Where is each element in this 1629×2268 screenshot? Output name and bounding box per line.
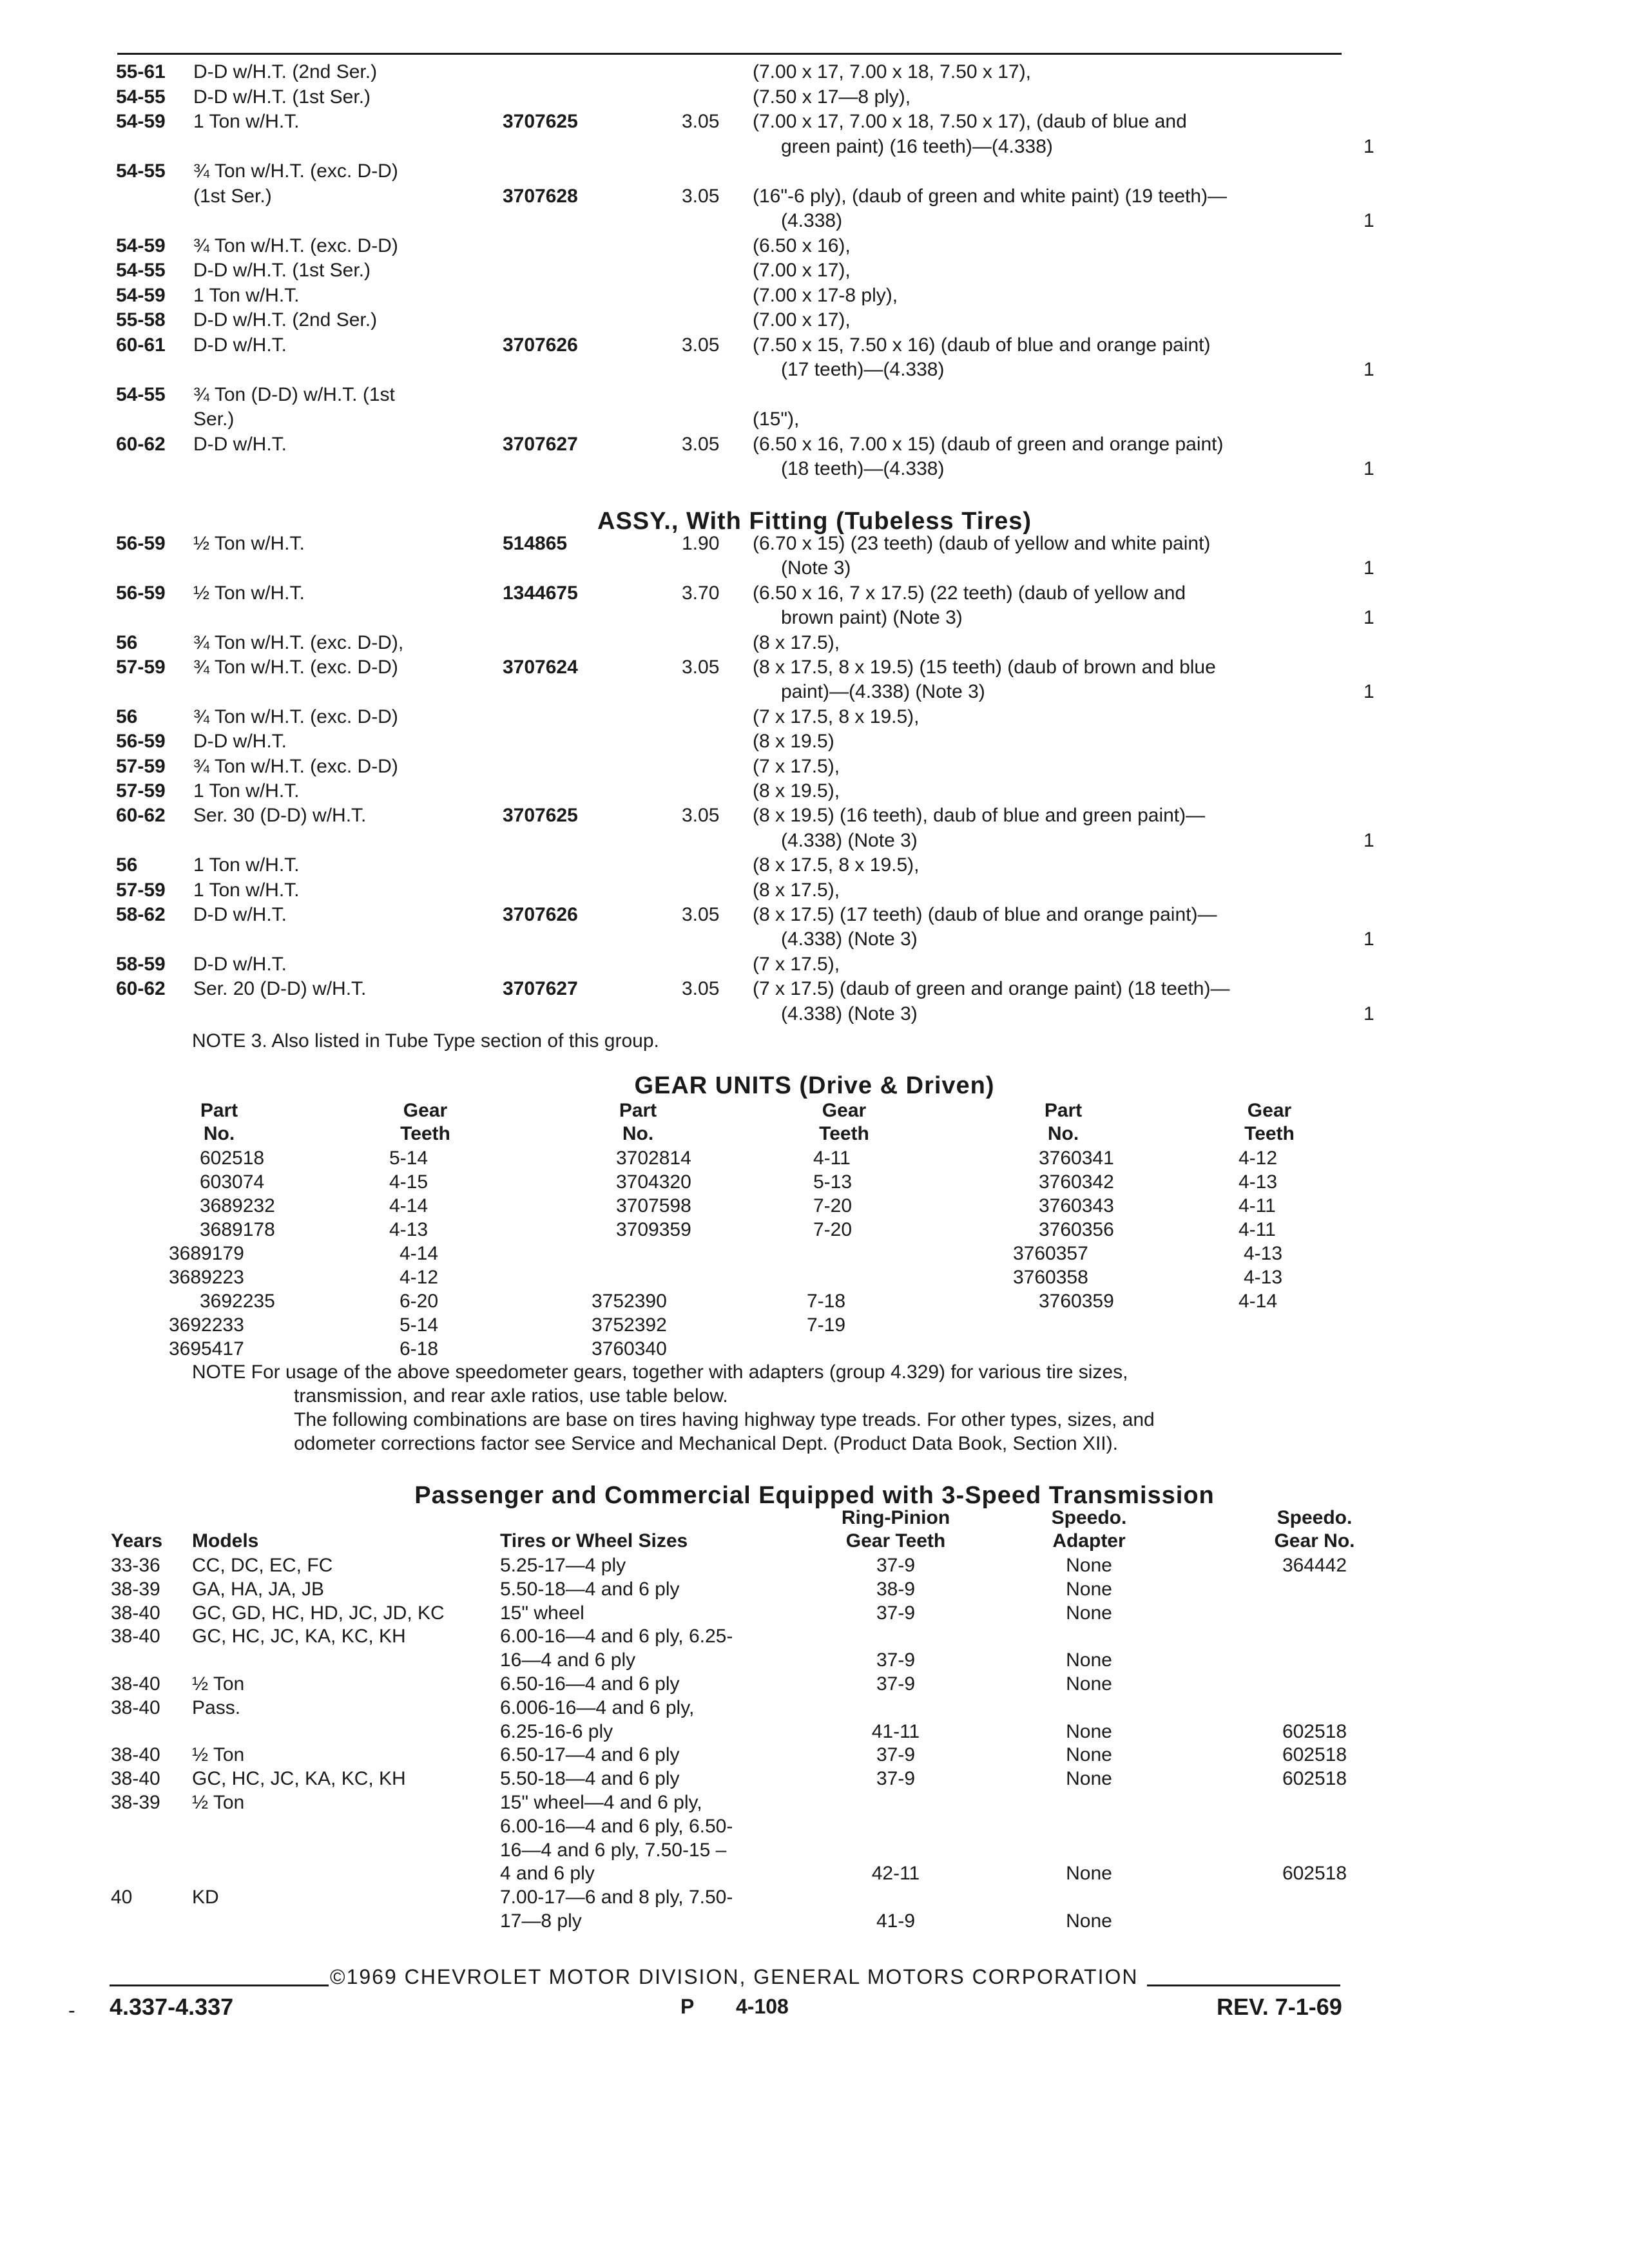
gear-teeth: 4-12 (1239, 1148, 1278, 1169)
entry-spec: (15"), (753, 408, 800, 430)
entry-description: D-D w/H.T. (1st Ser.) (193, 260, 371, 281)
entry-description: D-D w/H.T. (193, 953, 287, 975)
entry-years: 57-59 (116, 755, 166, 777)
row-years: 38-40 (111, 1626, 160, 1648)
entry-years: 57-59 (116, 657, 166, 678)
entry-group-number: 3.05 (682, 978, 720, 1000)
gear-teeth: 4-13 (1244, 1243, 1283, 1264)
entry-spec: (7.00 x 17, 7.00 x 18, 7.50 x 17), (daub of blue and (753, 111, 1187, 132)
tubeless-heading: ASSY., With Fitting (Tubeless Tires) (597, 508, 1032, 535)
entry-spec: (7.00 x 17), (753, 260, 851, 281)
row-speedo-adapter: None (1066, 1578, 1112, 1600)
row-models: GA, HA, JA, JB (192, 1578, 325, 1600)
gear-header: Gear Teeth (400, 1100, 450, 1144)
gear-header: Part No. (200, 1100, 238, 1144)
footer-rule-left (110, 1984, 329, 1986)
row-tires: 6.006-16—4 and 6 ply, (500, 1696, 695, 1718)
gear-teeth: 6-18 (400, 1338, 439, 1360)
entry-description: D-D w/H.T. (193, 334, 287, 356)
entry-part-number: 3707625 (503, 111, 578, 132)
row-speedo-adapter: None (1066, 1649, 1112, 1671)
row-ring-pinion: 38-9 (876, 1578, 916, 1600)
entry-spec: (4.338) (Note 3) (781, 829, 918, 851)
row-tires: 6.25-16-6 ply (500, 1720, 613, 1742)
row-models: GC, HC, JC, KA, KC, KH (192, 1768, 406, 1790)
ring-pinion-header-2: Gear Teeth (845, 1530, 946, 1552)
entry-description: Ser. 20 (D-D) w/H.T. (193, 978, 367, 1000)
row-speedo-adapter: None (1066, 1720, 1112, 1742)
row-tires: 17—8 ply (500, 1910, 582, 1932)
row-ring-pinion: 37-9 (876, 1649, 916, 1671)
gear-header: Part No. (619, 1100, 657, 1144)
row-years: 38-40 (111, 1673, 160, 1695)
entry-years: 60-62 (116, 978, 166, 1000)
entry-spec: green paint) (16 teeth)—(4.338) (781, 135, 1053, 157)
entry-description: D-D w/H.T. (1st Ser.) (193, 86, 371, 108)
entry-years: 57-59 (116, 780, 166, 802)
row-years: 38-40 (111, 1696, 160, 1718)
entry-spec: (Note 3) (781, 557, 851, 579)
gear-part-number: 3707598 (616, 1195, 691, 1216)
passenger-heading: Passenger and Commercial Equipped with 3-Speed Transmission (414, 1482, 1215, 1509)
entry-description: ¾ Ton w/H.T. (exc. D-D) (193, 235, 398, 256)
entry-spec: (8 x 17.5), (753, 879, 840, 901)
models-header: Models (192, 1530, 259, 1552)
note-3: NOTE 3. Also listed in Tube Type section of this group. (192, 1030, 659, 1052)
entry-years: 54-55 (116, 86, 166, 108)
entry-spec: (4.338) (Note 3) (781, 928, 918, 950)
entry-spec: (18 teeth)—(4.338) (781, 458, 945, 479)
entry-quantity: 1 (1364, 1003, 1374, 1024)
gear-part-number: 3692233 (169, 1314, 244, 1336)
entry-years: 58-59 (116, 953, 166, 975)
row-ring-pinion: 41-11 (871, 1720, 920, 1742)
entry-group-number: 1.90 (682, 533, 720, 554)
gear-teeth: 4-12 (400, 1267, 439, 1288)
gear-header: Part No. (1044, 1100, 1083, 1144)
gear-part-number: 3760357 (1013, 1243, 1088, 1264)
row-years: 38-40 (111, 1768, 160, 1790)
row-tires: 6.50-17—4 and 6 ply (500, 1744, 680, 1766)
speedo-adapter-header: Speedo. (1051, 1507, 1127, 1528)
gear-units-heading: GEAR UNITS (Drive & Driven) (634, 1072, 995, 1099)
row-speedo-adapter: None (1066, 1910, 1112, 1932)
entry-part-number: 3707627 (503, 978, 578, 1000)
gear-note-line: NOTE For usage of the above speedometer gears, together with adapters (group 4.329) for various tire sizes, (192, 1361, 1128, 1383)
entry-group-number: 3.05 (682, 334, 720, 356)
entry-spec: (6.50 x 16, 7.00 x 15) (daub of green and orange paint) (753, 433, 1224, 455)
entry-spec: (6.50 x 16), (753, 235, 851, 256)
entry-spec: (6.70 x 15) (23 teeth) (daub of yellow and white paint) (753, 533, 1211, 554)
entry-quantity: 1 (1364, 829, 1374, 851)
gear-note-line: odometer corrections factor see Service and Mechanical Dept. (Product Data Book, Section XII). (294, 1433, 1118, 1454)
gear-part-number: 3752392 (592, 1314, 667, 1336)
row-speedo-gear: 602518 (1282, 1720, 1347, 1742)
entry-spec: (7 x 17.5, 8 x 19.5), (753, 706, 920, 727)
entry-years: 56 (116, 706, 138, 727)
row-ring-pinion: 37-9 (876, 1673, 916, 1695)
row-speedo-adapter: None (1066, 1863, 1112, 1885)
gear-part-number: 3760341 (1039, 1148, 1114, 1169)
row-models: KD (192, 1887, 219, 1908)
row-tires: 4 and 6 ply (500, 1863, 595, 1885)
gear-teeth: 4-11 (1239, 1195, 1276, 1216)
entry-part-number: 3707628 (503, 185, 578, 207)
entry-spec: (4.338) (Note 3) (781, 1003, 918, 1024)
gear-part-number: 603074 (200, 1171, 265, 1193)
entry-quantity: 1 (1364, 210, 1374, 231)
gear-teeth: 7-20 (813, 1195, 853, 1216)
entry-description: D-D w/H.T. (2nd Ser.) (193, 309, 378, 331)
entry-years: 60-62 (116, 433, 166, 455)
entry-part-number: 3707626 (503, 334, 578, 356)
footer-page-number: 4-108 (736, 1995, 789, 2018)
gear-part-number: 3704320 (616, 1171, 691, 1193)
gear-teeth: 7-18 (807, 1291, 846, 1312)
row-speedo-gear: 602518 (1282, 1863, 1347, 1885)
gear-teeth: 4-11 (813, 1148, 851, 1169)
entry-quantity: 1 (1364, 359, 1374, 380)
footer-group-number: 4.337-4.337 (110, 1994, 234, 2020)
entry-group-number: 3.70 (682, 582, 720, 604)
entry-description: (1st Ser.) (193, 185, 272, 207)
gear-teeth: 4-14 (389, 1195, 429, 1216)
gear-teeth: 7-20 (813, 1219, 853, 1240)
row-tires: 5.25-17—4 ply (500, 1555, 626, 1576)
entry-years: 54-55 (116, 260, 166, 281)
entry-part-number: 3707627 (503, 433, 578, 455)
entry-group-number: 3.05 (682, 185, 720, 207)
entry-years: 56-59 (116, 533, 166, 554)
entry-part-number: 514865 (503, 533, 568, 554)
gear-part-number: 3709359 (616, 1219, 691, 1240)
gear-teeth: 7-19 (807, 1314, 846, 1336)
row-tires: 16—4 and 6 ply (500, 1649, 636, 1671)
entry-description: Ser. 30 (D-D) w/H.T. (193, 805, 367, 827)
row-speedo-gear: 602518 (1282, 1744, 1347, 1766)
entry-description: 1 Ton w/H.T. (193, 854, 300, 876)
row-models: GC, HC, JC, KA, KC, KH (192, 1626, 406, 1648)
entry-description: D-D w/H.T. (193, 731, 287, 753)
gear-part-number: 3692235 (200, 1291, 275, 1312)
entry-spec: (7.00 x 17), (753, 309, 851, 331)
row-speedo-adapter: None (1066, 1673, 1112, 1695)
entry-years: 54-59 (116, 235, 166, 256)
gear-teeth: 6-20 (400, 1291, 439, 1312)
entry-spec: (8 x 19.5) (16 teeth), daub of blue and green paint)— (753, 805, 1206, 827)
entry-years: 56 (116, 854, 138, 876)
gear-part-number: 3702814 (616, 1148, 691, 1169)
footer-copyright: ©1969 CHEVROLET MOTOR DIVISION, GENERAL MOTORS CORPORATION (330, 1965, 1139, 1988)
entry-spec: (7.00 x 17-8 ply), (753, 284, 898, 306)
footer-revision: REV. 7-1-69 (1217, 1994, 1342, 2020)
gear-teeth: 4-13 (1244, 1267, 1283, 1288)
entry-years: 60-62 (116, 805, 166, 827)
entry-description: ¾ Ton w/H.T. (exc. D-D) (193, 755, 398, 777)
entry-quantity: 1 (1364, 928, 1374, 950)
entry-description: D-D w/H.T. (193, 433, 287, 455)
gear-part-number: 3760359 (1039, 1291, 1114, 1312)
entry-quantity: 1 (1364, 135, 1374, 157)
entry-description: D-D w/H.T. (2nd Ser.) (193, 61, 378, 82)
row-models: ½ Ton (192, 1744, 245, 1766)
entry-group-number: 3.05 (682, 433, 720, 455)
entry-quantity: 1 (1364, 458, 1374, 479)
entry-spec: (16"-6 ply), (daub of green and white paint) (19 teeth)— (753, 185, 1228, 207)
entry-description: D-D w/H.T. (193, 904, 287, 925)
entry-description: ½ Ton w/H.T. (193, 533, 305, 554)
entry-years: 57-59 (116, 879, 166, 901)
gear-teeth: 4-15 (389, 1171, 429, 1193)
gear-note-line: transmission, and rear axle ratios, use table below. (294, 1385, 728, 1407)
row-years: 33-36 (111, 1555, 160, 1576)
row-speedo-adapter: None (1066, 1744, 1112, 1766)
row-years: 38-40 (111, 1602, 160, 1624)
row-years: 40 (111, 1887, 133, 1908)
row-tires: 6.00-16—4 and 6 ply, 6.50- (500, 1815, 733, 1837)
entry-years: 58-62 (116, 904, 166, 925)
gear-part-number: 3760356 (1039, 1219, 1114, 1240)
row-ring-pinion: 41-9 (876, 1910, 916, 1932)
entry-spec: (8 x 17.5), (753, 631, 840, 653)
row-ring-pinion: 37-9 (876, 1768, 916, 1790)
row-speedo-adapter: None (1066, 1602, 1112, 1624)
entry-spec: (4.338) (781, 210, 843, 231)
row-models: Pass. (192, 1696, 241, 1718)
entry-description: Ser.) (193, 408, 235, 430)
row-tires: 5.50-18—4 and 6 ply (500, 1768, 680, 1790)
entry-quantity: 1 (1364, 681, 1374, 703)
row-tires: 16—4 and 6 ply, 7.50-15 – (500, 1839, 727, 1861)
entry-spec: (7 x 17.5) (daub of green and orange paint) (18 teeth)— (753, 978, 1230, 1000)
entry-spec: (7.00 x 17, 7.00 x 18, 7.50 x 17), (753, 61, 1031, 82)
gear-part-number: 3752390 (592, 1291, 667, 1312)
gear-teeth: 4-14 (1239, 1291, 1278, 1312)
entry-years: 54-59 (116, 111, 166, 132)
gear-note-line: The following combinations are base on tires having highway type treads. For other types, sizes, and (294, 1409, 1155, 1430)
entry-spec: (8 x 19.5) (753, 731, 834, 753)
entry-spec: (17 teeth)—(4.338) (781, 359, 945, 380)
entry-years: 54-59 (116, 284, 166, 306)
gear-teeth: 5-14 (389, 1148, 429, 1169)
speedo-gear-header-2: Gear No. (1274, 1530, 1355, 1552)
gear-teeth: 5-13 (813, 1171, 853, 1193)
row-speedo-adapter: None (1066, 1768, 1112, 1790)
gear-part-number: 3689223 (169, 1267, 244, 1288)
entry-part-number: 3707624 (503, 657, 578, 678)
entry-description: ¾ Ton w/H.T. (exc. D-D) (193, 657, 398, 678)
gear-teeth: 4-14 (400, 1243, 439, 1264)
entry-description: ¾ Ton (D-D) w/H.T. (1st (193, 383, 395, 405)
entry-group-number: 3.05 (682, 805, 720, 827)
row-ring-pinion: 37-9 (876, 1602, 916, 1624)
gear-header: Gear Teeth (819, 1100, 869, 1144)
footer-page-prefix: P (680, 1995, 695, 2018)
entry-years: 60-61 (116, 334, 166, 356)
gear-part-number: 602518 (200, 1148, 265, 1169)
row-ring-pinion: 37-9 (876, 1744, 916, 1766)
entry-years: 54-55 (116, 383, 166, 405)
entry-description: 1 Ton w/H.T. (193, 111, 300, 132)
entry-spec: (7 x 17.5), (753, 953, 840, 975)
entry-spec: (8 x 17.5, 8 x 19.5) (15 teeth) (daub of brown and blue (753, 657, 1216, 678)
gear-teeth: 5-14 (400, 1314, 439, 1336)
entry-part-number: 1344675 (503, 582, 578, 604)
years-header: Years (111, 1530, 163, 1552)
row-tires: 7.00-17—6 and 8 ply, 7.50- (500, 1887, 733, 1908)
row-years: 38-40 (111, 1744, 160, 1766)
entry-spec: (7 x 17.5), (753, 755, 840, 777)
gear-part-number: 3689232 (200, 1195, 275, 1216)
row-ring-pinion: 37-9 (876, 1555, 916, 1576)
speedo-adapter-header-2: Adapter (1052, 1530, 1126, 1552)
entry-spec: brown paint) (Note 3) (781, 607, 963, 629)
entry-part-number: 3707625 (503, 805, 578, 827)
entry-years: 56-59 (116, 731, 166, 753)
ring-pinion-header: Ring-Pinion (841, 1507, 950, 1528)
row-models: ½ Ton (192, 1792, 245, 1813)
entry-part-number: 3707626 (503, 904, 578, 925)
entry-group-number: 3.05 (682, 904, 720, 925)
entry-description: 1 Ton w/H.T. (193, 879, 300, 901)
gear-part-number: 3689179 (169, 1243, 244, 1264)
speedo-gear-header: Speedo. (1277, 1507, 1353, 1528)
gear-header: Gear Teeth (1244, 1100, 1295, 1144)
entry-spec: (7.50 x 15, 7.50 x 16) (daub of blue and orange paint) (753, 334, 1211, 356)
row-speedo-adapter: None (1066, 1555, 1112, 1576)
tires-header: Tires or Wheel Sizes (500, 1530, 688, 1552)
row-tires: 6.50-16—4 and 6 ply (500, 1673, 680, 1695)
entry-years: 56 (116, 631, 138, 653)
row-models: ½ Ton (192, 1673, 245, 1695)
entry-spec: (6.50 x 16, 7 x 17.5) (22 teeth) (daub of yellow and (753, 582, 1186, 604)
row-years: 38-39 (111, 1578, 160, 1600)
entry-years: 55-61 (116, 61, 166, 82)
row-models: GC, GD, HC, HD, JC, JD, KC (192, 1602, 445, 1624)
row-tires: 5.50-18—4 and 6 ply (500, 1578, 680, 1600)
gear-part-number: 3760343 (1039, 1195, 1114, 1216)
gear-teeth: 4-13 (1239, 1171, 1278, 1193)
entry-spec: (7.50 x 17—8 ply), (753, 86, 911, 108)
footer-rule-right (1147, 1984, 1340, 1986)
gear-part-number: 3760358 (1013, 1267, 1088, 1288)
gear-part-number: 3695417 (169, 1338, 244, 1360)
entry-group-number: 3.05 (682, 111, 720, 132)
entry-quantity: 1 (1364, 607, 1374, 629)
entry-description: 1 Ton w/H.T. (193, 780, 300, 802)
entry-description: ¾ Ton w/H.T. (exc. D-D) (193, 160, 398, 182)
entry-quantity: 1 (1364, 557, 1374, 579)
gear-part-number: 3760340 (592, 1338, 667, 1360)
row-years: 38-39 (111, 1792, 160, 1813)
margin-dash: - (68, 1999, 75, 2022)
entry-spec: (8 x 17.5) (17 teeth) (daub of blue and orange paint)— (753, 904, 1217, 925)
entry-spec: (8 x 19.5), (753, 780, 840, 802)
entry-years: 56-59 (116, 582, 166, 604)
gear-part-number: 3689178 (200, 1219, 275, 1240)
row-tires: 15" wheel—4 and 6 ply, (500, 1792, 702, 1813)
entry-years: 54-55 (116, 160, 166, 182)
row-ring-pinion: 42-11 (871, 1863, 920, 1885)
entry-description: ½ Ton w/H.T. (193, 582, 305, 604)
row-models: CC, DC, EC, FC (192, 1555, 333, 1576)
row-speedo-gear: 602518 (1282, 1768, 1347, 1790)
entry-years: 55-58 (116, 309, 166, 331)
entry-description: 1 Ton w/H.T. (193, 284, 300, 306)
row-tires: 6.00-16—4 and 6 ply, 6.25- (500, 1626, 733, 1648)
entry-spec: paint)—(4.338) (Note 3) (781, 681, 985, 703)
entry-spec: (8 x 17.5, 8 x 19.5), (753, 854, 920, 876)
entry-description: ¾ Ton w/H.T. (exc. D-D), (193, 631, 404, 653)
entry-group-number: 3.05 (682, 657, 720, 678)
gear-teeth: 4-11 (1239, 1219, 1276, 1240)
gear-teeth: 4-13 (389, 1219, 429, 1240)
entry-description: ¾ Ton w/H.T. (exc. D-D) (193, 706, 398, 727)
top-rule (117, 53, 1342, 55)
row-speedo-gear: 364442 (1282, 1555, 1347, 1576)
gear-part-number: 3760342 (1039, 1171, 1114, 1193)
row-tires: 15" wheel (500, 1602, 584, 1624)
